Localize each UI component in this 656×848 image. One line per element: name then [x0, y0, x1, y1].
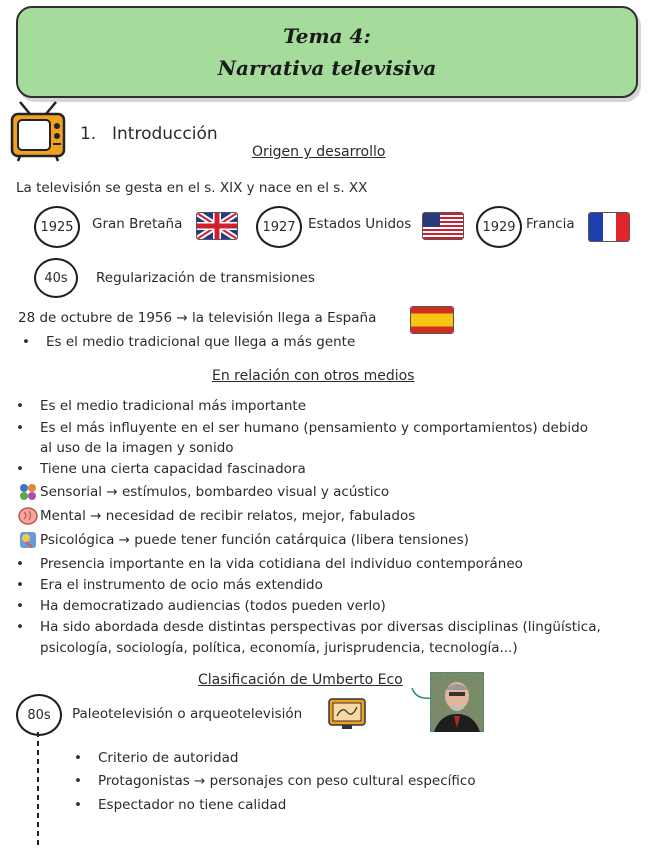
france-flag-icon	[588, 212, 630, 242]
timeline-dashed-line	[36, 732, 40, 848]
origen-bullet: • Es el medio tradicional que llega a más gente	[46, 334, 355, 350]
relacion-bullet-7: • Ha sido abordada desde distintas perspectivas por diversas disciplinas (lingüística,	[40, 619, 601, 635]
relacion-bullet-4: • Presencia importante en la vida cotidiana del individuo contemporáneo	[40, 556, 523, 572]
intro-number: 1.	[80, 124, 97, 144]
decade-40s-label: Regularización de transmisiones	[96, 270, 315, 286]
country-uk: Gran Bretaña	[92, 216, 183, 232]
eco-heading: Clasificación de Umberto Eco	[198, 672, 403, 688]
usa-flag-icon	[422, 212, 464, 240]
mental-line: Mental → necesidad de recibir relatos, mejor, fabulados	[40, 508, 416, 524]
sensorial-line: Sensorial → estímulos, bombardeo visual y acústico	[40, 484, 390, 500]
country-usa: Estados Unidos	[308, 216, 412, 232]
origen-heading: Origen y desarrollo	[252, 144, 386, 160]
title-line-1: Tema 4:	[283, 24, 371, 48]
television-icon	[10, 100, 66, 162]
relacion-heading: En relación con otros medios	[212, 368, 415, 384]
title-line-2: Narrativa televisiva	[217, 56, 437, 80]
year-1929-circle: 1929	[476, 206, 522, 248]
uk-flag-icon	[196, 212, 238, 240]
relacion-bullet-1: • Es el medio tradicional más importante	[40, 398, 306, 414]
psicologica-line: Psicológica → puede tener función catárquica (libera tensiones)	[40, 532, 469, 548]
brain-icon	[18, 506, 38, 526]
relacion-bullet-5: • Era el instrumento de ocio más extendido	[40, 577, 323, 593]
spain-line: 28 de octubre de 1956 → la televisión llega a España	[18, 310, 377, 326]
spain-flag-icon	[410, 306, 454, 334]
intro-heading: Introducción	[112, 124, 218, 144]
old-media-icon	[328, 698, 366, 732]
country-france: Francia	[526, 216, 575, 232]
relacion-bullet-3: • Tiene una cierta capacidad fascinadora	[40, 461, 306, 477]
origen-lead: La televisión se gesta en el s. XIX y nace en el s. XX	[16, 180, 368, 196]
sensorial-icon	[18, 482, 38, 502]
umberto-eco-portrait	[430, 672, 484, 732]
year-1927-circle: 1927	[256, 206, 302, 248]
relacion-bullet-7-cont: psicología, sociología, política, economía, jurisprudencia, tecnología...)	[40, 640, 518, 656]
eco-bullet-2: • Protagonistas → personajes con peso cultural específico	[98, 773, 476, 789]
eco-bullet-3: • Espectador no tiene calidad	[98, 797, 286, 813]
year-1925-circle: 1925	[34, 206, 80, 248]
decade-40s-circle: 40s	[34, 258, 78, 298]
psychology-icon	[18, 530, 38, 550]
relacion-bullet-2: • Es el más influyente en el ser humano (pensamiento y comportamientos) debido	[40, 420, 588, 436]
title-banner	[16, 6, 638, 98]
paleotelevision-label: Paleotelevisión o arqueotelevisión	[72, 706, 303, 722]
eco-bullet-1: • Criterio de autoridad	[98, 750, 238, 766]
decade-80s-circle: 80s	[16, 694, 62, 736]
relacion-bullet-6: • Ha democratizado audiencias (todos pueden verlo)	[40, 598, 386, 614]
relacion-bullet-2-cont: al uso de la imagen y sonido	[40, 440, 234, 456]
